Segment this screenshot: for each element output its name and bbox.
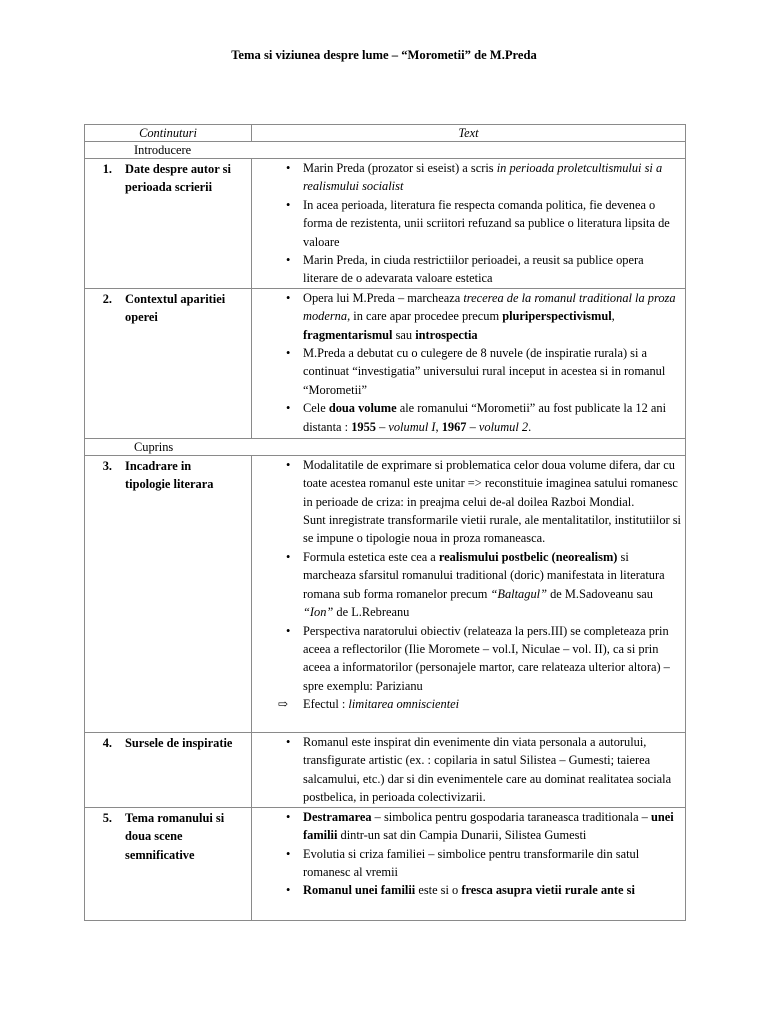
row-label: Contextul aparitiei operei	[125, 291, 226, 325]
row-label: Incadrare in tipologie literara	[125, 458, 214, 492]
list-item: • Marin Preda, in ciuda restrictiilor perioadei, a reusit sa publice opera literare de o adevarata valoare estetica	[252, 251, 681, 288]
arrow-item: ⇨ Efectul : limitarea omniscientei	[252, 695, 681, 713]
bullet-list	[252, 733, 685, 807]
list-item: • Romanul unei familii este si o fresca asupra vietii rurale ante si	[252, 881, 681, 899]
list-item: • Opera lui M.Preda – marcheaza trecerea de la romanul traditional la proza moderna, in care apar procedee precum pluriperspectivismul, fragmentarismul sau introspectia	[252, 289, 681, 344]
row-label: Tema romanului si doua scene semnificative	[125, 810, 225, 862]
list-item: • Romanul este inspirat din evenimente din viata personala a autorului, transfigurate artistic (ex. : copilaria in satul Silistea – Gumesti; taierea salcamului, etc.) dar si din evenimentele care au dominat realitatea sociala postbelica, in perioada colectivizarii.	[252, 733, 681, 807]
list-item: • In acea perioada, literatura fie respecta comanda politica, fie devenea o forma de rezistenta, unii scriitori refuzand sa publice o literatura lipsita de valoare	[252, 196, 681, 251]
row-number: 3.	[102, 458, 112, 473]
list-item-continuation: Sunt inregistrate transformarile vietii rurale, ale mentalitatilor, institutiilor si se impune o tipologie noua in proza romaneasca.	[303, 513, 682, 546]
section-row-body	[85, 438, 686, 455]
list-item: • Perspectiva naratorului obiectiv (relateaza la pers.III) se completeaza prin aceea a reflectorilor (Ilie Moromete – vol.I, Niculae – vol. II), ca si prin aceea a informatorilor (personajele martor, care relateaza ulterior altora) – spre exemplu: Parizianu	[252, 622, 681, 696]
header-continuturi: Continuturi	[85, 125, 252, 142]
bullet-list	[252, 289, 685, 436]
row-label: Sursele de inspiratie	[125, 735, 233, 750]
bullet-list	[252, 808, 685, 900]
table-row	[85, 807, 686, 920]
table-row	[85, 288, 686, 438]
row-label: Date despre autor si perioada scrierii	[125, 162, 231, 195]
list-item: • Cele doua volume ale romanului “Morometii” au fost publicate la 12 ani distanta : 1955 – volumul I, 1967 – volumul 2.	[252, 399, 681, 436]
table-row	[85, 159, 686, 289]
row-number: 5.	[102, 810, 112, 825]
list-item: • Marin Preda (prozator si eseist) a scris in perioada proletcultismului si a realismului socialist	[252, 159, 681, 196]
list-item: • Evolutia si criza familiei – simbolice pentru transformarile din satul romanesc al vremii	[252, 845, 681, 882]
page-title: Tema si viziunea despre lume – “Morometii” de M.Preda	[231, 48, 537, 62]
row-number: 2.	[102, 291, 112, 306]
section-title-body: Cuprins	[134, 439, 174, 454]
bullet-list	[252, 159, 685, 288]
list-item: • Formula estetica este cea a realismului postbelic (neorealism) si marcheaza sfarsitul romanului traditional (doric) manifestata in literatura romana sub forma romanelor precum “Baltagul” de M.Sadoveanu sau “Ion” de L.Rebreanu	[252, 548, 681, 622]
table-row	[85, 732, 686, 807]
section-title-intro: Introducere	[134, 143, 192, 157]
list-item: • Modalitatile de exprimare si problematica celor doua volume difera, dar cu toate acestea romanul este unitar => reconstituie imaginea satului romanesc in perioade de criza: in preajma celui de-al doilea Razboi Mondial.	[252, 456, 681, 511]
list-item: • M.Preda a debutat cu o culegere de 8 nuvele (de inspiratie rurala) si a continuat “investigatia” universului rural inceput in acestea si in romanul “Morometii”	[252, 344, 681, 399]
content-table	[84, 124, 686, 921]
bullet-list	[252, 456, 685, 714]
row-number: 1.	[102, 162, 112, 176]
row-number: 4.	[102, 735, 112, 750]
list-item: • Destramarea – simbolica pentru gospodaria taraneasca traditionala – unei familii dintr-un sat din Campia Dunarii, Silistea Gumesti	[252, 808, 681, 845]
section-row-intro	[85, 142, 686, 159]
header-text: Text	[252, 125, 686, 142]
table-row	[85, 455, 686, 732]
table-header-row	[85, 125, 686, 142]
